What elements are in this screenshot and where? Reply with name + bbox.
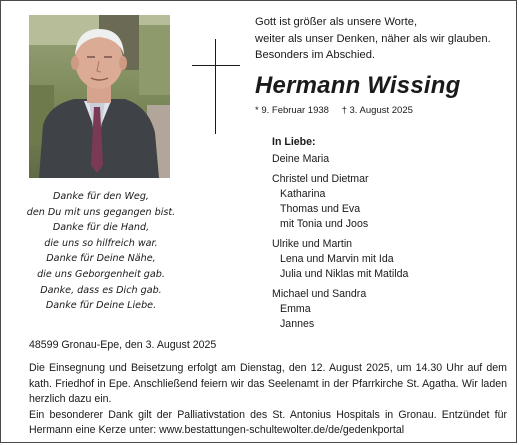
mourner-main: Ulrike und Martin (272, 237, 353, 250)
death-date: † 3. August 2025 (341, 105, 413, 116)
mourner-sub: Thomas und Eva (280, 203, 361, 216)
mourners-list (272, 135, 512, 337)
mourner-group (272, 287, 512, 333)
mourner-main: Christel und Dietmar (272, 172, 369, 185)
funeral-info (29, 361, 507, 439)
mourner-main: Deine Maria (272, 153, 330, 166)
poem-line: Danke für Deine Liebe. (45, 300, 157, 312)
mourner-sub: Julia und Niklas mit Matilda (280, 268, 409, 281)
poem-line: die uns Geborgenheit gab. (37, 268, 165, 280)
mourner-group (272, 152, 512, 167)
life-dates (255, 105, 423, 116)
quote (255, 14, 515, 64)
mourner-sub: Lena und Marvin mit Ida (280, 253, 394, 266)
mourner-group (272, 237, 512, 283)
poem-line: Danke für die Hand, (52, 222, 150, 234)
cross-icon-bar (192, 65, 240, 66)
poem-line: den Du mit uns gegangen bist. (26, 206, 176, 218)
mourner-main: Michael und Sandra (272, 287, 367, 300)
poem-line: Danke, dass es Dich gab. (40, 284, 162, 296)
portrait-photo (29, 15, 170, 178)
quote-line: Gott ist größer als unsere Worte, (255, 16, 418, 28)
deceased-name: Hermann Wissing (255, 72, 461, 99)
birth-date: * 9. Februar 1938 (255, 105, 329, 116)
poem-line: die uns so hilfreich war. (44, 237, 158, 249)
mourner-sub: Emma (280, 302, 311, 315)
mourner-sub: Katharina (280, 187, 326, 200)
mourners-heading: In Liebe: (272, 136, 316, 148)
funeral-text: Die Einsegnung und Beisetzung erfolgt am Dienstag, den 12. August 2025, um 14.30 Uhr auf dem kath. Friedhof in Epe. Anschließend feiern wir das Seelenamt in der Pfarrkirche St. Agatha. Wir laden herzlich dazu ein. (29, 362, 507, 406)
cross-icon (215, 39, 216, 134)
quote-line: weiter als unser Denken, näher als wir glauben. (255, 32, 491, 45)
poem-line: Danke für den Weg, (53, 191, 149, 202)
mourner-sub: Jannes (280, 318, 315, 331)
poem-line: Danke für Deine Nähe, (46, 253, 156, 265)
quote-line: Besonders im Abschied. (255, 49, 376, 61)
thanks-text: Ein besonderer Dank gilt der Palliativstation des St. Antonius Hospitals in Gronau. Entzündet für Hermann eine Kerze unter: www.bestattungen-schultewolter.de/de/gedenkportal (29, 408, 507, 437)
mourner-sub: mit Tonia und Joos (280, 218, 369, 231)
mourner-group (272, 172, 512, 233)
place-date: 48599 Gronau-Epe, den 3. August 2025 (29, 339, 217, 351)
poem (26, 189, 176, 314)
